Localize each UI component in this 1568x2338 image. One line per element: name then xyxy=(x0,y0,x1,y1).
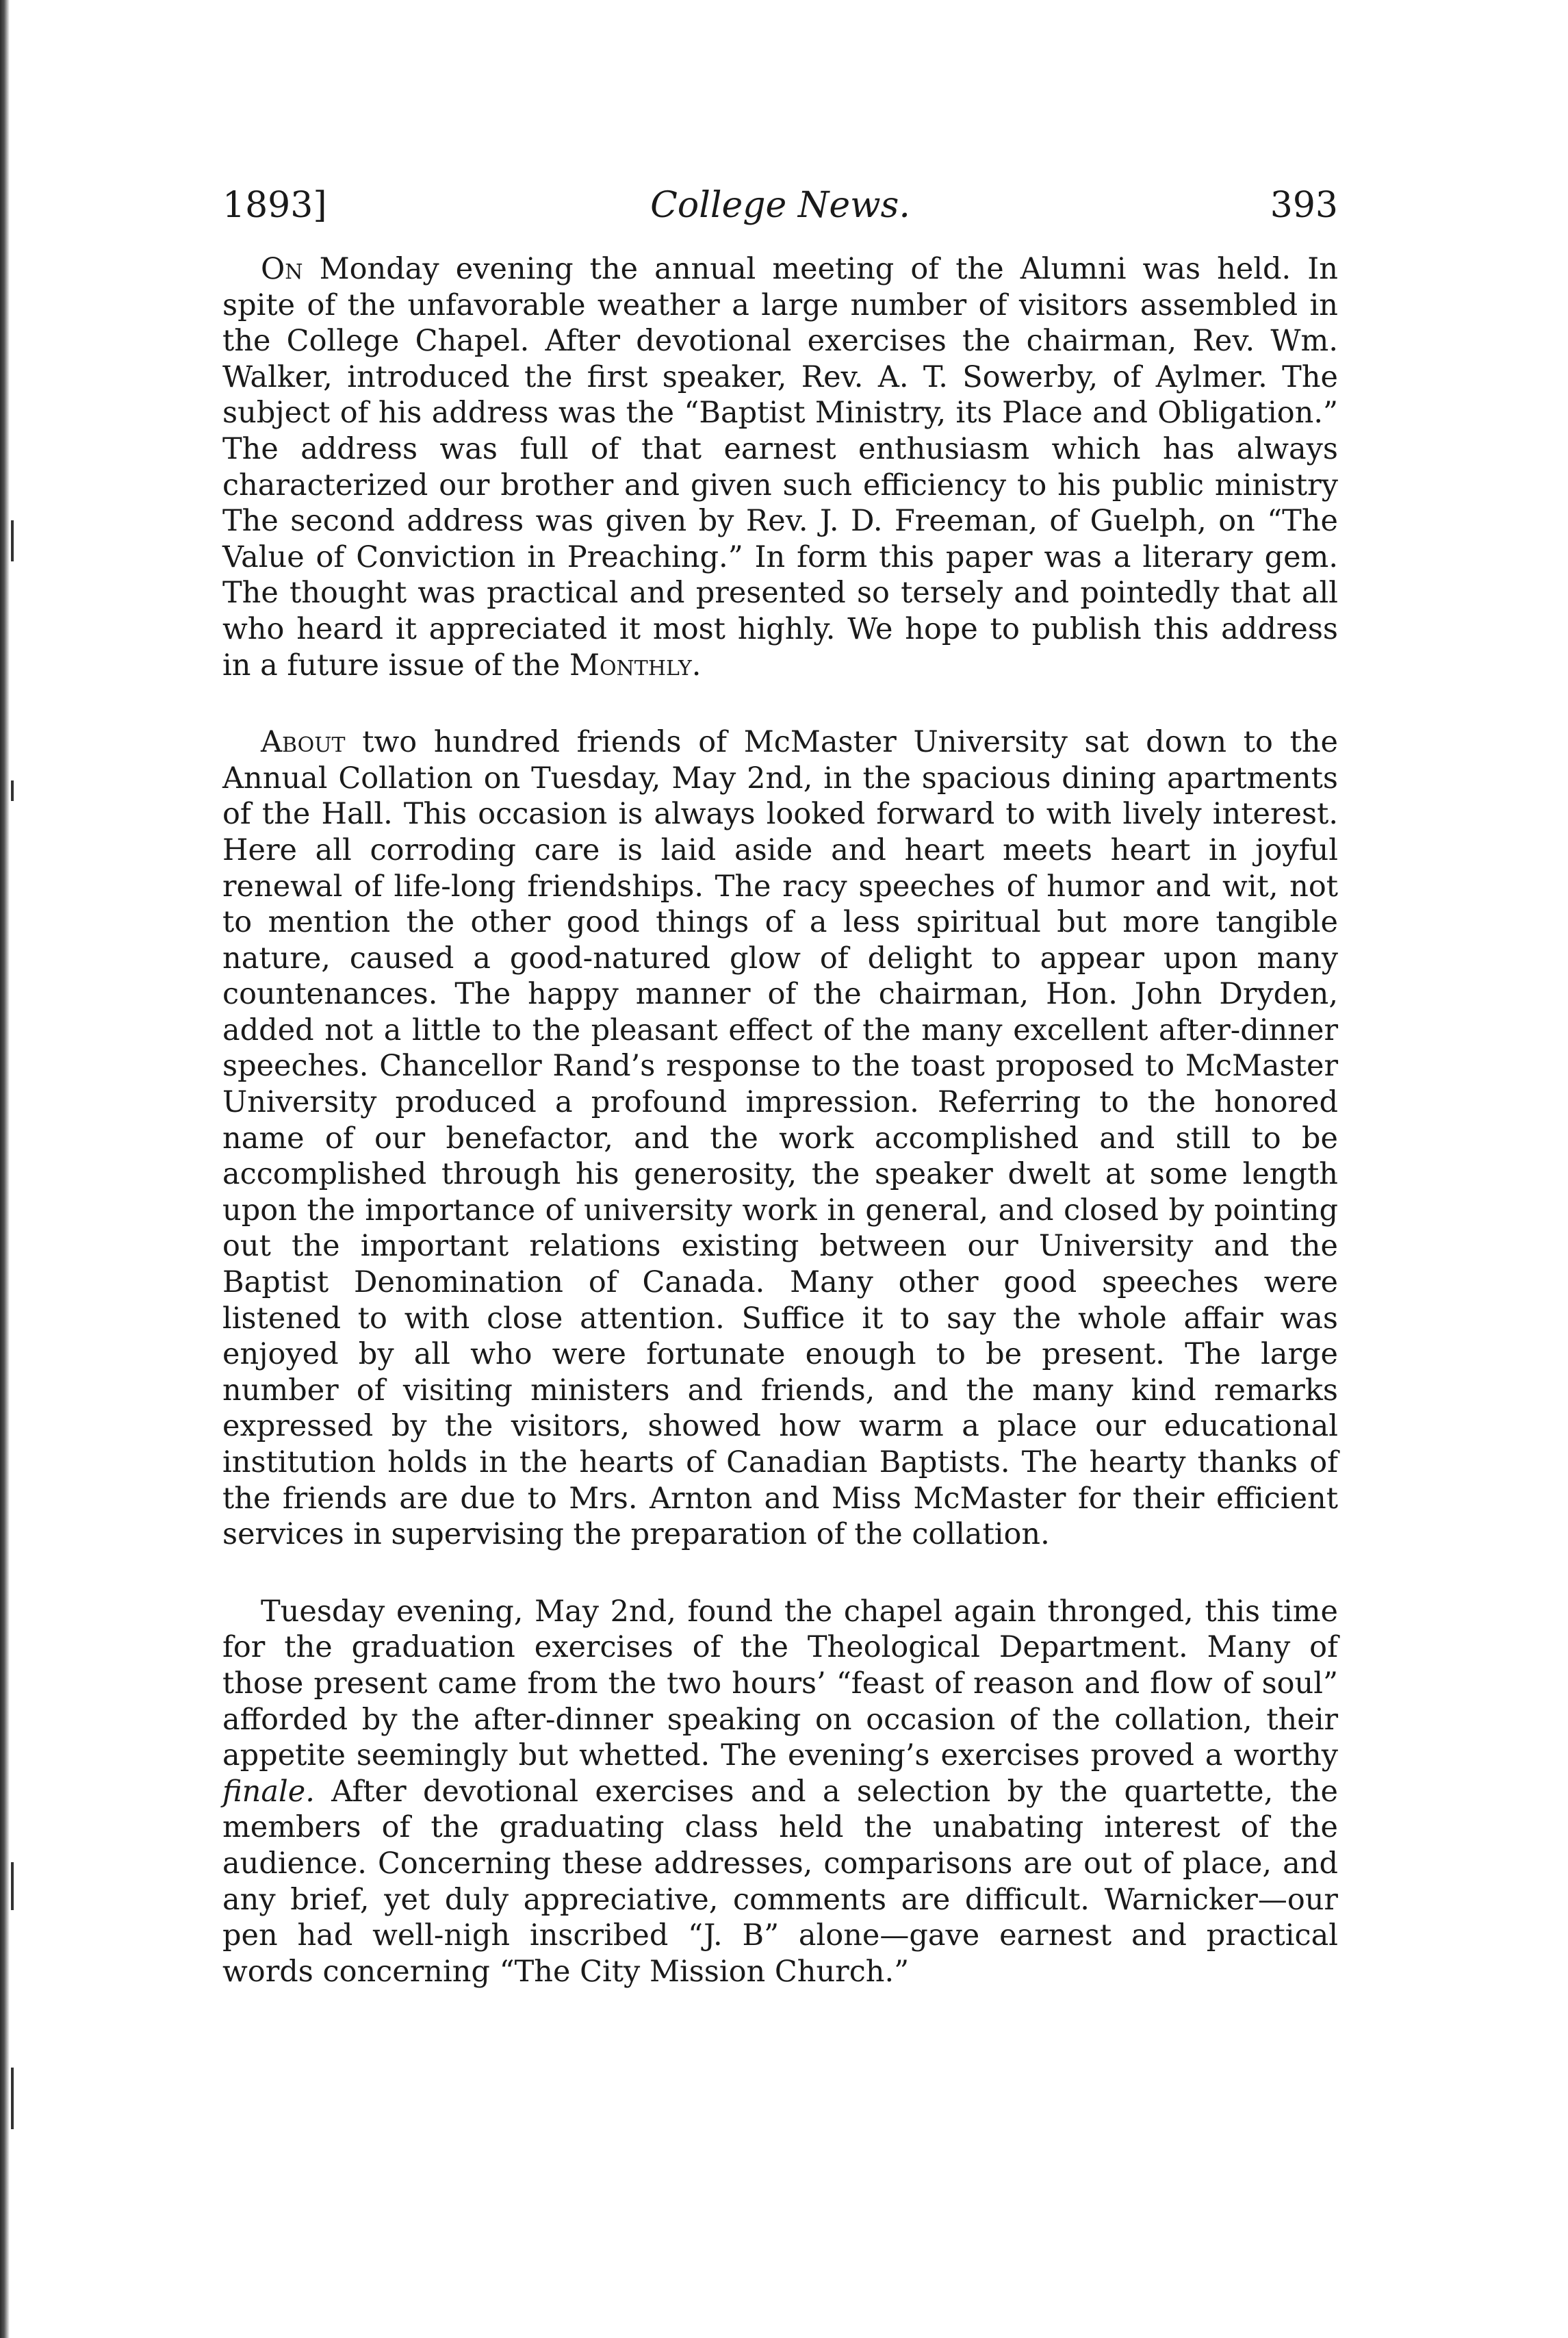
running-head xyxy=(222,175,1338,236)
scan-speck xyxy=(11,520,14,561)
paragraph-text: Monday evening the annual meeting of the Alumni was held. In spite of the unfavorable weather a large number of visitors assembled in the College Chapel. After devotional exercises the chairman, Rev. Wm. Walker, introduced the first speaker, Rev. A. T. Sowerby, of Aylmer. The subject of his address was the “Baptist Ministry, its Place and Obligation.” The address was full of that earnest enthusiasm which has always characterized our brother and given such efficiency to his public ministry The second address was given by Rev. J. D. Freeman, of Guelph, on “The Value of Conviction in Preaching.” In form this paper was a literary gem. The thought was practical and presented so tersely and pointedly that all who heard it appreciated it most highly. We hope to publish this address in a future issue of the xyxy=(222,252,1338,683)
paragraph-text-continued: After devotional exercises and a selection by the quartette, the members of the graduating class held the unabating interest of the audience. Concerning these addresses, comparisons are out of place, and any brief, yet duly appreciative, comments are difficult. Warnicker—our pen had well-nigh inscribed “J. B” alone—gave earnest and practical words concerning “The City Mission Church.” xyxy=(222,1774,1338,1989)
paragraph-text: Tuesday evening, May 2nd, found the chapel again thronged, this time for the graduation exercises of the Theological Department. Many of those present came from the two hours’ “feast of reason and flow of soul” afforded by the after-dinner speaking on occasion of the collation, their appetite seemingly but whetted. The evening’s exercises proved a worthy xyxy=(222,1594,1338,1773)
page-number: 393 xyxy=(1270,185,1338,226)
scan-speck xyxy=(11,2068,14,2129)
scan-speck xyxy=(11,1862,14,1910)
running-head-year: 1893] xyxy=(222,185,327,226)
article-body xyxy=(222,251,1338,1990)
paragraph-lead-word: On xyxy=(261,252,303,286)
italic-word: finale. xyxy=(222,1774,315,1809)
paragraph-text: two hundred friends of McMaster University sat down to the Annual Collation on Tuesday, May 2nd, in the spacious dining apartments of the Hall. This occasion is always looked forward to with lively interest. Here all corroding care is laid aside and heart meets heart in joyful renewal of life-long friendships. The racy speeches of humor and wit, not to mention the other good things of a less spiritual but more tangible nature, caused a good-natured glow of delight to appear upon many countenances. The happy manner of the chairman, Hon. John Dryden, added not a little to the pleasant effect of the many excellent after-dinner speeches. Chancellor Rand’s response to the toast proposed to McMaster University produced a profound impression. Referring to the honored name of our benefactor, and the work accomplished and still to be accomplished through his generosity, the speaker dwelt at some length upon the importance of university work in general, and closed by pointing out the important relations existing between our University and the Baptist Denomination of Canada. Many other good speeches were listened to with close attention. Suffice it to say the whole affair was enjoyed by all who were fortunate enough to be present. The large number of visiting ministers and friends, and the many kind remarks expressed by the visitors, showed how warm a place our educational institution holds in the hearts of Canadian Baptists. The hearty thanks of the friends are due to Mrs. Arnton and Miss McMaster for their efficient services in supervising the preparation of the collation. xyxy=(222,725,1338,1552)
book-page xyxy=(222,175,1338,2031)
running-head-title: College News. xyxy=(650,185,910,226)
paragraph-graduation-exercises xyxy=(222,1594,1338,1990)
scan-binding-edge xyxy=(0,0,10,2338)
journal-name: Monthly. xyxy=(569,648,702,683)
paragraph-alumni-meeting xyxy=(222,251,1338,683)
paragraph-lead-word: About xyxy=(261,725,346,760)
paragraph-annual-collation xyxy=(222,724,1338,1553)
scan-speck xyxy=(11,780,14,801)
